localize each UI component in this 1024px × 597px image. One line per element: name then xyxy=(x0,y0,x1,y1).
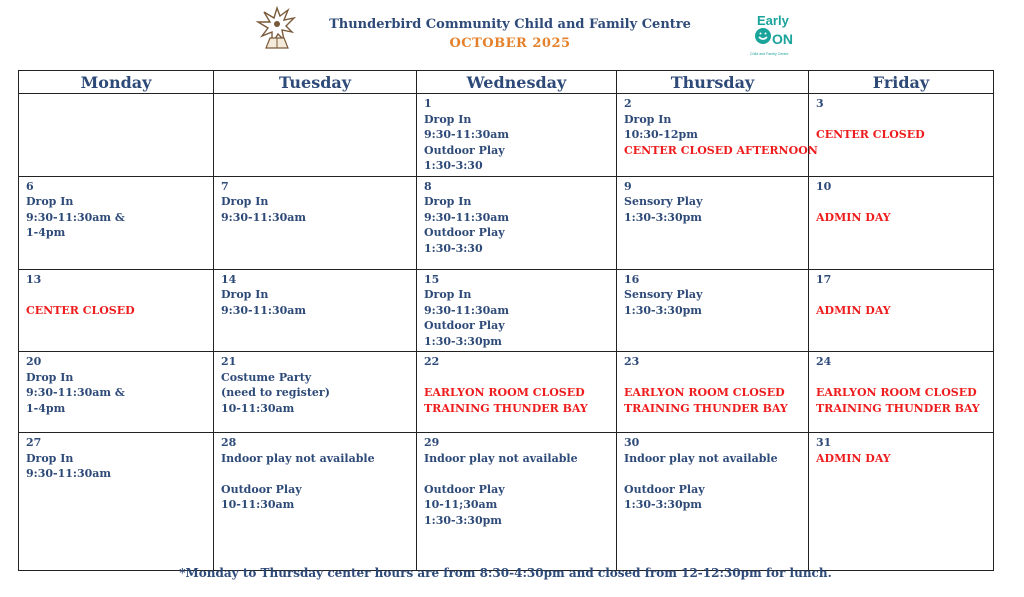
day-number: 7 xyxy=(221,179,229,193)
day-number: 21 xyxy=(221,355,237,368)
day-number: 14 xyxy=(221,272,237,286)
day-cell-monday xyxy=(19,94,214,177)
day-cell-tuesday xyxy=(214,433,417,571)
day-cell-thursday xyxy=(617,352,809,433)
closure-notice: CENTER CLOSED AFTERNOON xyxy=(624,143,818,157)
week-row xyxy=(19,269,994,352)
event-line: Sensory Play xyxy=(624,288,703,301)
day-cell-tuesday xyxy=(214,94,417,177)
day-cell-wednesday xyxy=(417,269,617,352)
day-cell-thursday xyxy=(617,433,809,571)
event-line: 1:30-3:30 xyxy=(424,159,483,172)
closure-notice: CENTER CLOSED xyxy=(816,128,925,141)
day-cell-wednesday xyxy=(417,433,617,571)
header-thursday: Thursday xyxy=(617,71,809,94)
day-number: 13 xyxy=(26,272,42,286)
event-line: Drop In xyxy=(221,195,269,208)
day-number: 31 xyxy=(816,436,832,449)
closure-notice: TRAINING THUNDER BAY xyxy=(424,401,588,415)
header-friday: Friday xyxy=(809,71,994,94)
event-line: Drop In xyxy=(424,288,472,301)
event-line: Costume Party xyxy=(221,370,312,384)
day-number: 1 xyxy=(424,97,432,110)
event-line: 9:30-11:30am xyxy=(424,303,510,317)
day-number: 28 xyxy=(221,436,237,449)
event-line: Outdoor Play xyxy=(221,482,302,496)
event-line: 10:30-12pm xyxy=(624,128,698,141)
day-number: 10 xyxy=(816,179,832,193)
week-row xyxy=(19,94,994,177)
week-row xyxy=(19,176,994,269)
event-line: 9:30-11:30am xyxy=(424,210,510,224)
day-cell-friday xyxy=(809,176,994,269)
event-line: Drop In xyxy=(26,195,74,208)
event-line: Drop In xyxy=(424,112,472,126)
day-cell-wednesday xyxy=(417,94,617,177)
event-line: Outdoor Play xyxy=(624,482,705,496)
event-line: 10-11:30am xyxy=(221,401,295,415)
event-line: 1:30-3:30pm xyxy=(624,303,702,317)
closure-notice: CENTER CLOSED xyxy=(26,303,135,317)
day-cell-monday xyxy=(19,352,214,433)
header-wednesday: Wednesday xyxy=(417,71,617,94)
header-tuesday: Tuesday xyxy=(214,71,417,94)
day-cell-friday xyxy=(809,433,994,571)
day-cell-thursday xyxy=(617,269,809,352)
event-line: 10-11:30am xyxy=(221,498,295,511)
closure-notice: EARLYON ROOM CLOSED xyxy=(624,386,785,399)
event-line: Indoor play not available xyxy=(221,451,375,465)
thunderbird-logo-icon xyxy=(254,4,300,56)
event-line: Outdoor Play xyxy=(424,226,505,239)
day-number: 2 xyxy=(624,97,632,110)
page-title: Thunderbird Community Child and Family Centre xyxy=(329,17,691,32)
event-line xyxy=(624,466,801,482)
event-line: Outdoor Play xyxy=(424,319,505,332)
day-number: 9 xyxy=(624,179,632,193)
event-line xyxy=(816,112,986,128)
day-number: 23 xyxy=(624,355,640,368)
page-header xyxy=(0,0,1024,66)
day-number: 8 xyxy=(424,179,432,193)
event-line xyxy=(816,287,986,303)
event-line: 1-4pm xyxy=(26,401,66,415)
event-line: Indoor play not available xyxy=(424,451,578,465)
month-title: OCTOBER 2025 xyxy=(449,36,571,51)
day-number: 15 xyxy=(424,272,440,286)
event-line: 1-4pm xyxy=(26,226,66,239)
day-number: 22 xyxy=(424,355,440,368)
event-line: Drop In xyxy=(221,288,269,301)
closure-notice: TRAINING THUNDER BAY xyxy=(624,401,788,415)
event-line: 9:30-11:30am xyxy=(221,303,307,317)
day-cell-thursday xyxy=(617,176,809,269)
week-row xyxy=(19,433,994,571)
header-monday: Monday xyxy=(19,71,214,94)
day-number: 16 xyxy=(624,272,640,286)
event-line: 1:30-3:30pm xyxy=(424,513,502,527)
day-cell-tuesday xyxy=(214,176,417,269)
event-line: Drop In xyxy=(26,370,74,384)
event-line xyxy=(424,466,609,482)
event-line xyxy=(221,466,409,482)
earlyon-logo xyxy=(748,10,796,58)
calendar-table xyxy=(18,70,994,571)
event-line: 1:30-3:30pm xyxy=(624,498,702,511)
day-cell-wednesday xyxy=(417,352,617,433)
event-line xyxy=(424,370,609,386)
closure-notice: EARLYON ROOM CLOSED xyxy=(816,386,977,399)
day-number: 29 xyxy=(424,436,440,449)
event-line: 9:30-11:30am xyxy=(221,210,307,224)
day-cell-tuesday xyxy=(214,269,417,352)
event-line: 1:30-3:30 xyxy=(424,241,483,255)
hours-footnote: *Monday to Thursday center hours are from 8:30-4:30pm and closed from 12-12:30pm for lunch. xyxy=(179,566,832,580)
day-cell-tuesday xyxy=(214,352,417,433)
closure-notice: ADMIN DAY xyxy=(816,210,891,224)
day-cell-monday xyxy=(19,269,214,352)
event-line: 9:30-11:30am xyxy=(26,467,112,480)
day-number: 30 xyxy=(624,436,640,449)
event-line: Drop In xyxy=(26,451,74,465)
earlyon-logo-tagline: Child and Family Centre xyxy=(750,52,789,56)
day-cell-wednesday xyxy=(417,176,617,269)
closure-notice: ADMIN DAY xyxy=(816,451,891,465)
event-line: Drop In xyxy=(624,112,672,126)
event-line: 10-11;30am xyxy=(424,498,498,511)
day-number: 24 xyxy=(816,355,832,368)
day-number: 3 xyxy=(816,97,824,110)
week-row xyxy=(19,352,994,433)
closure-notice: TRAINING THUNDER BAY xyxy=(816,401,980,415)
event-line: 1:30-3:30pm xyxy=(624,210,702,224)
day-number: 20 xyxy=(26,355,42,368)
event-line: Indoor play not available xyxy=(624,451,778,465)
event-line: 9:30-11:30am xyxy=(424,128,510,141)
day-cell-friday xyxy=(809,269,994,352)
event-line: (need to register) xyxy=(221,386,330,399)
day-cell-friday xyxy=(809,94,994,177)
event-line: 1:30-3:30pm xyxy=(424,334,502,348)
day-cell-monday xyxy=(19,176,214,269)
weekday-header-row xyxy=(19,71,994,94)
day-number: 27 xyxy=(26,436,42,449)
event-line: Drop In xyxy=(424,195,472,208)
event-line: Outdoor Play xyxy=(424,482,505,496)
event-line xyxy=(816,370,986,386)
event-line xyxy=(816,194,986,210)
day-number: 6 xyxy=(26,179,34,193)
event-line: 9:30-11:30am & xyxy=(26,210,125,224)
day-number: 17 xyxy=(816,272,832,286)
event-line: 9:30-11:30am & xyxy=(26,386,125,399)
day-cell-monday xyxy=(19,433,214,571)
event-line: Outdoor Play xyxy=(424,143,505,157)
event-line xyxy=(26,287,206,303)
event-line xyxy=(624,370,801,386)
day-cell-friday xyxy=(809,352,994,433)
event-line: Sensory Play xyxy=(624,195,703,208)
closure-notice: EARLYON ROOM CLOSED xyxy=(424,386,585,399)
earlyon-logo-text-on: ON xyxy=(772,31,793,47)
closure-notice: ADMIN DAY xyxy=(816,303,891,317)
earlyon-logo-text-early: Early xyxy=(757,13,789,28)
day-cell-thursday xyxy=(617,94,818,177)
